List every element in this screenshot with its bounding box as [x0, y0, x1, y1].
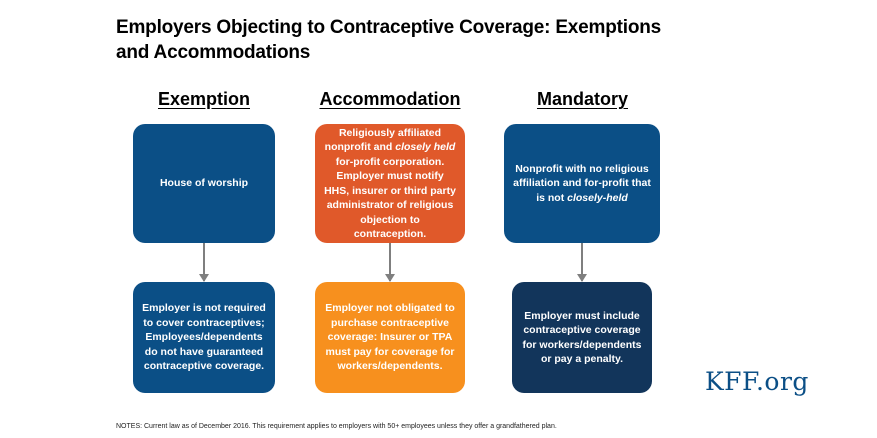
mandatory-header: Mandatory — [536, 89, 628, 109]
exemption-top-box — [133, 124, 275, 243]
mandatory-top-box — [504, 124, 660, 243]
accommodation-top-text-italic: closely held — [395, 141, 456, 153]
mandatory-bottom-text: Employer must include contraceptive coverage for workers/dependents or pay a penalty. — [522, 309, 642, 365]
accommodation-top-text — [323, 126, 457, 242]
accommodation-bottom-box — [315, 282, 465, 393]
mandatory-bottom-box — [512, 282, 652, 393]
exemption-top-text: House of worship — [159, 177, 249, 190]
accommodation-top-text-1: Religiously affiliated nonprofit and — [324, 126, 442, 153]
accommodation-top-box — [315, 124, 465, 243]
exemption-bottom-text: Employer is not required to cover contraceptives; Employees/dependents do not have guaranteed contraceptive coverage. — [142, 302, 266, 373]
accommodation-arrow — [389, 243, 391, 281]
notes-text: NOTES: Current law as of December 2016. This requirement applies to employers with 50+ employees unless they offer a grandfathered plan. — [116, 423, 557, 430]
accommodation-bottom-text: Employer not obligated to purchase contraceptive coverage: Insurer or TPA must pay for coverage for workers/dependents. — [325, 302, 455, 373]
exemption-arrow — [203, 243, 205, 281]
accommodation-top-text-2: for-profit corporation. Employer must notify HHS, insurer or third party administrator of religious objection to contraception. — [324, 155, 456, 240]
mandatory-top-text — [512, 162, 652, 206]
kff-logo: KFF.org — [705, 367, 809, 396]
mandatory-top-text-italic: closely-held — [567, 191, 628, 204]
mandatory-arrow — [581, 243, 583, 281]
exemption-bottom-box — [133, 282, 275, 393]
mandatory-top-text-1: Nonprofit with no religious affiliation and for-profit that is not — [513, 162, 651, 204]
accommodation-header: Accommodation — [319, 89, 461, 109]
page-title: Employers Objecting to Contraceptive Coverage: Exemptions and Accommodations — [116, 17, 662, 63]
exemption-header: Exemption — [157, 89, 250, 109]
